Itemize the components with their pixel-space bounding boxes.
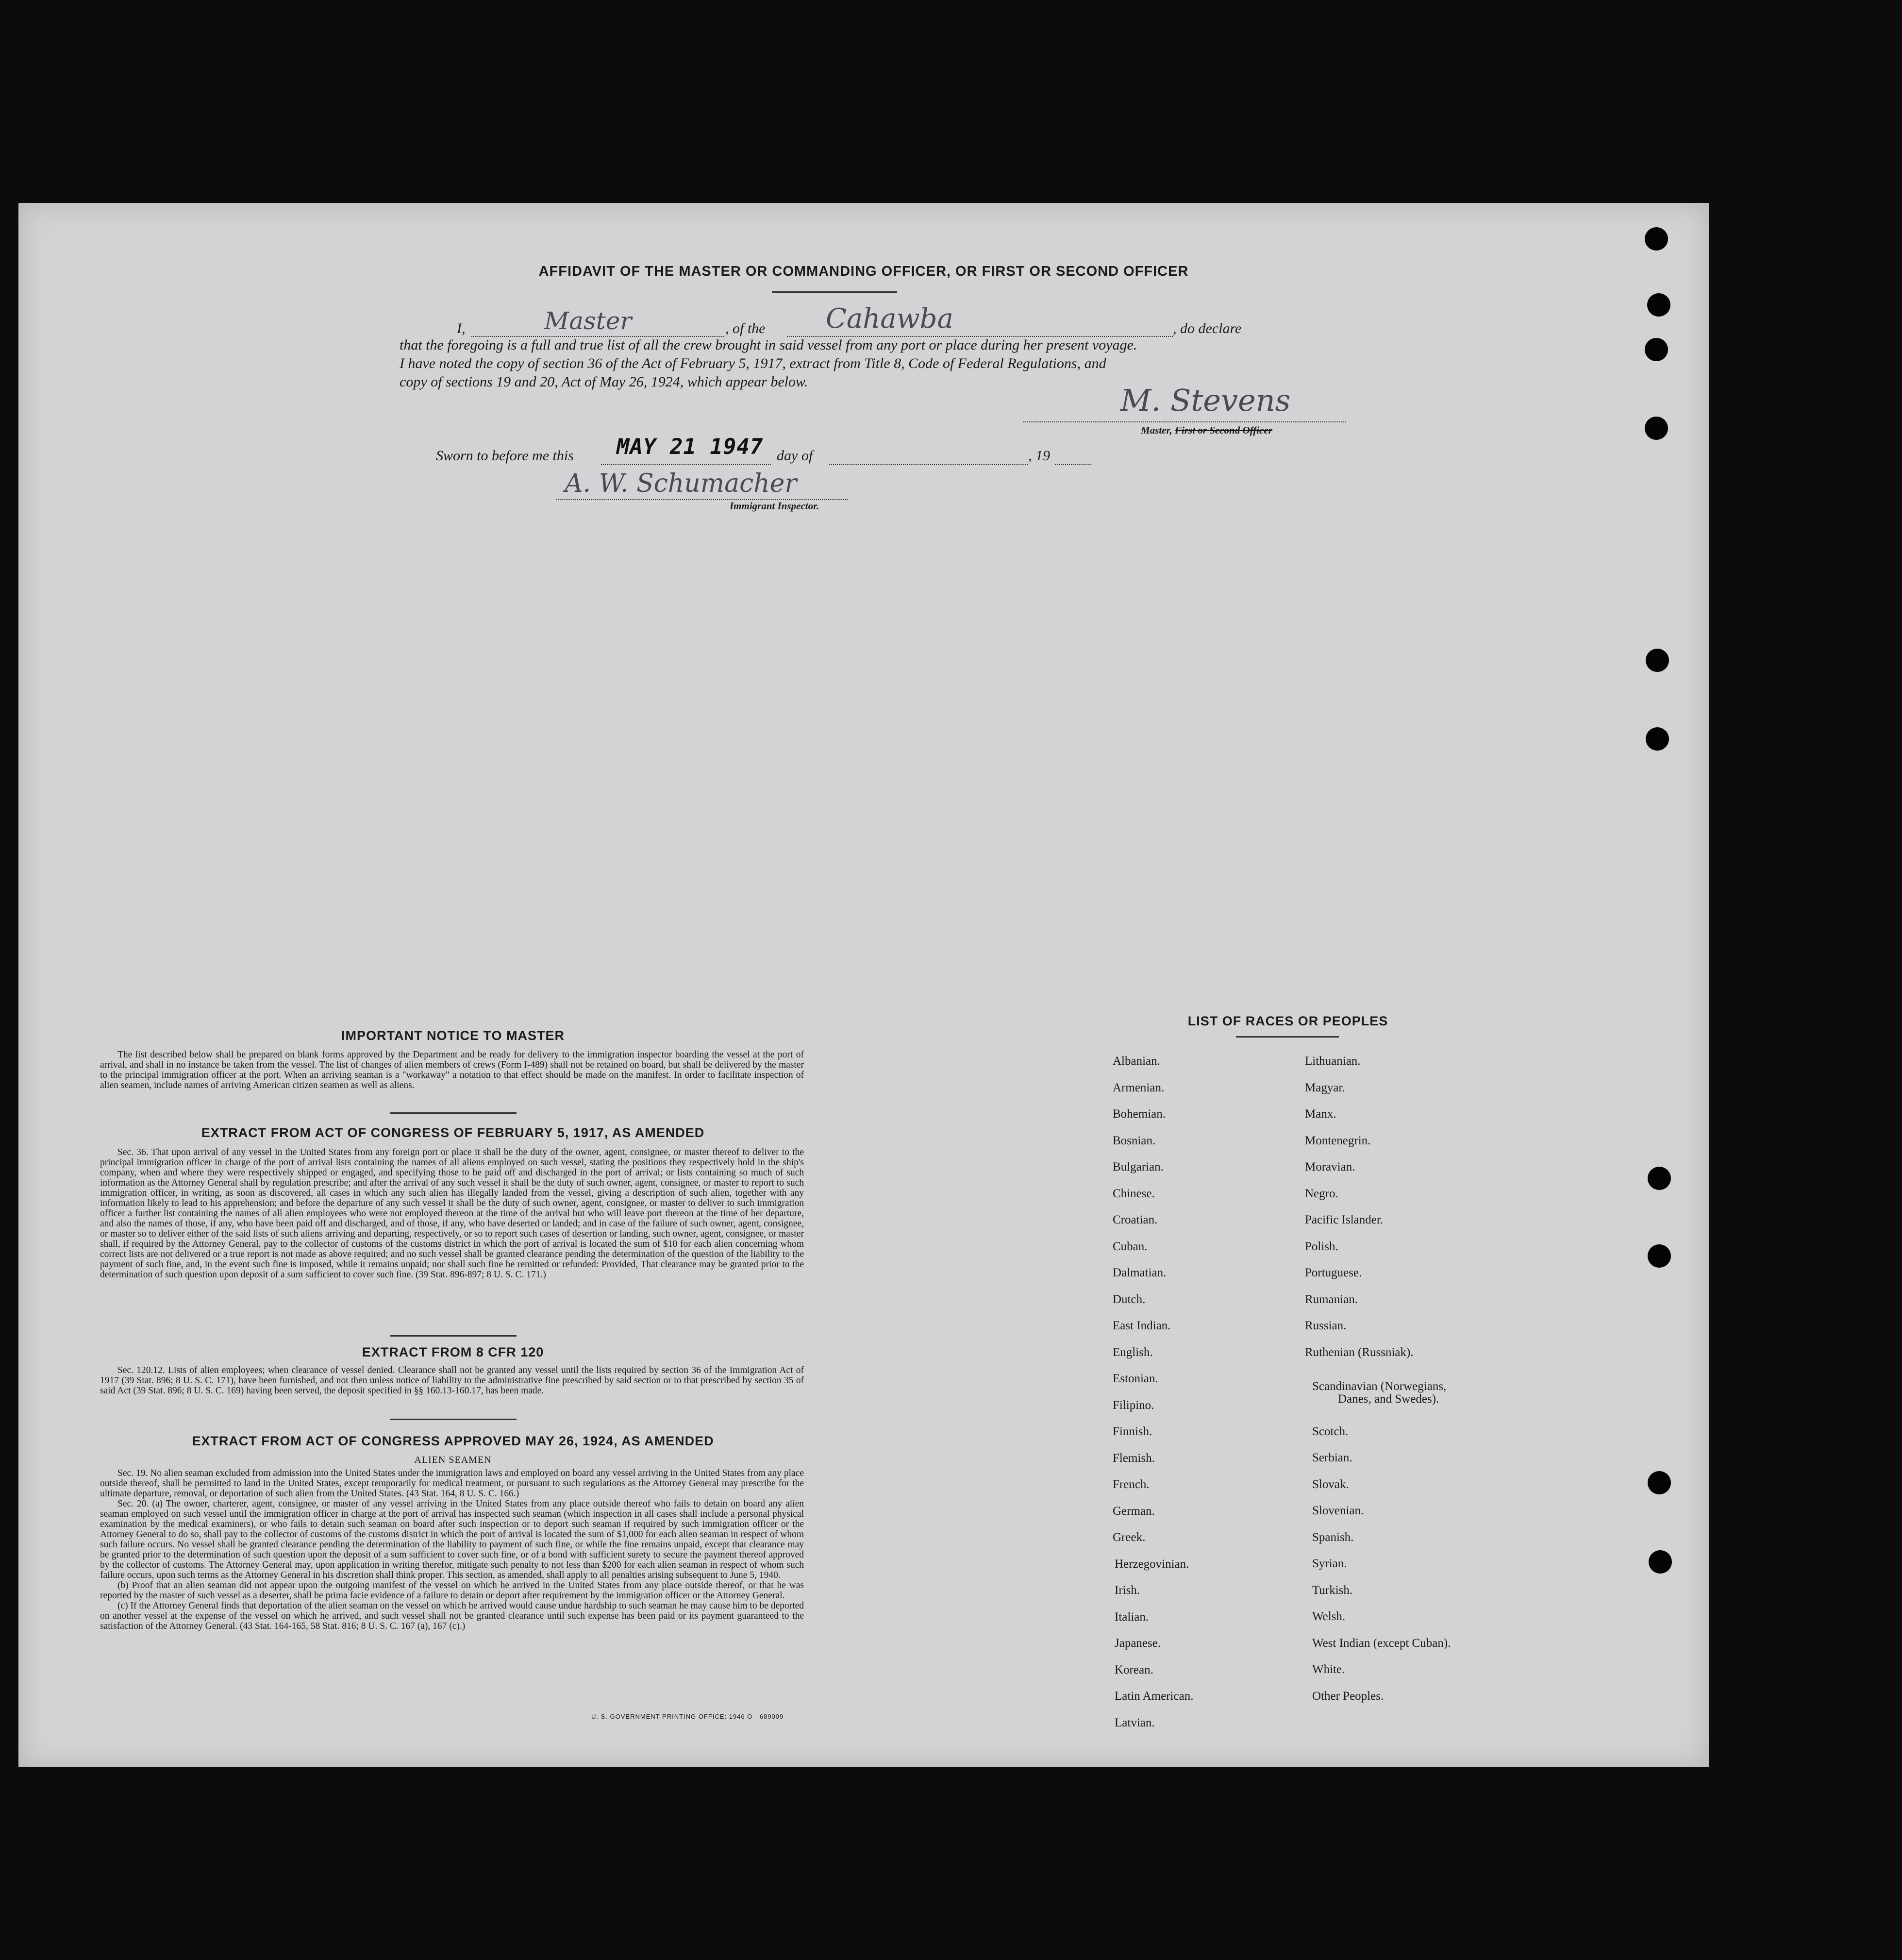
race-item: Irish. xyxy=(1115,1584,1140,1597)
master-caption xyxy=(1141,424,1272,436)
race-item: Bosnian. xyxy=(1113,1134,1156,1147)
section-divider xyxy=(390,1419,517,1420)
race-item: Bohemian. xyxy=(1113,1107,1166,1121)
notice-title: IMPORTANT NOTICE TO MASTER xyxy=(341,1028,565,1043)
document-page xyxy=(18,203,1709,1767)
race-item: Montenegrin. xyxy=(1305,1134,1371,1147)
race-item: Moravian. xyxy=(1305,1160,1355,1173)
race-item: French. xyxy=(1113,1478,1150,1491)
alien-seamen-subtitle: ALIEN SEAMEN xyxy=(414,1455,492,1465)
master-signature: M. Stevens xyxy=(1120,383,1291,418)
race-item: Japanese. xyxy=(1115,1637,1161,1650)
race-item: Herzegovinian. xyxy=(1115,1557,1189,1571)
notice-text xyxy=(100,1050,804,1090)
section-120-paragraph: Sec. 120.12. Lists of alien employees; when clearance of vessel denied. Clearance shall not be granted any vessel until the lists required by section 36 of the Immigration Act of 1917 (39 Stat. 896; 8 U. S. C. 171), have been furnished, and not then unless notice of liability to the administrative fine prescribed by said section or to that prescribed by section 35 of said Act (39 Stat. 896; 8 U. S. C. 169) having been served, the deposit specified in §§ 160.13-160.17, has been made. xyxy=(100,1365,804,1396)
race-item: English. xyxy=(1113,1345,1153,1359)
punch-hole xyxy=(1646,649,1669,672)
race-item: Other Peoples. xyxy=(1312,1689,1384,1703)
race-item: Albanian. xyxy=(1113,1055,1160,1068)
race-item: East Indian. xyxy=(1113,1319,1171,1332)
race-item: Lithuanian. xyxy=(1305,1055,1361,1068)
race-item: Turkish. xyxy=(1312,1583,1353,1597)
sworn-date-fill-line xyxy=(601,464,771,465)
race-item: Welsh. xyxy=(1312,1610,1346,1623)
sworn-prefix: Sworn to before me this xyxy=(436,448,574,464)
declaration-prefix: I, xyxy=(457,320,466,336)
section-20b-paragraph: (b) Proof that an alien seaman did not appear upon the outgoing manifest of the vessel on which he arrived in the United States from any place outside thereof, or that he was reported by the master of such vessel as a deserter, shall be prima facie evidence of a failure to detain or deport after requirement by the immigration officer or the Attorney General. xyxy=(100,1580,804,1601)
punch-hole xyxy=(1645,417,1668,440)
section-divider xyxy=(390,1335,517,1337)
punch-hole xyxy=(1648,1471,1671,1494)
section-divider xyxy=(390,1112,517,1114)
sworn-year: , 19 xyxy=(1028,448,1050,464)
title-divider xyxy=(772,291,897,293)
extract-1924-text xyxy=(100,1468,804,1631)
sworn-day: day of xyxy=(777,448,813,464)
race-item: Latin American. xyxy=(1115,1690,1194,1703)
race-item: Dutch. xyxy=(1113,1292,1146,1306)
sworn-month-fill-line xyxy=(829,464,1028,465)
declaration-line-3: I have noted the copy of section 36 of the Act of February 5, 1917, extract from Title 8, Code of Federal Regulations, and xyxy=(400,355,1106,371)
master-caption-main: Master, xyxy=(1141,424,1172,436)
sworn-line xyxy=(436,435,1145,469)
race-item: Dalmatian. xyxy=(1113,1266,1167,1279)
race-item: Finnish. xyxy=(1113,1425,1152,1438)
race-item: German. xyxy=(1113,1504,1155,1518)
races-title-divider xyxy=(1236,1036,1339,1038)
section-19-paragraph: Sec. 19. No alien seaman excluded from admission into the United States under the immigration laws and employed on board any vessel arriving in the United States from any place outside thereof, shall be permitted to land in the United States, except temporarily for medical treatment, or pursuant to such regulations as the Attorney General may prescribe for the ultimate departure, removal, or deportation of such alien from the United States. (43 Stat. 164, 8 U. S. C. 166.) xyxy=(100,1468,804,1499)
race-item: Cuban. xyxy=(1113,1240,1148,1253)
declaration-line-2: that the foregoing is a full and true list of all the crew brought in said vessel from any port or place during her present voyage. xyxy=(400,337,1137,353)
race-item: Slovak. xyxy=(1312,1477,1349,1491)
races-title: LIST OF RACES OR PEOPLES xyxy=(1187,1014,1388,1028)
handwritten-rank: Master xyxy=(544,307,632,335)
race-item: Rumanian. xyxy=(1305,1292,1358,1306)
race-item: Estonian. xyxy=(1113,1372,1158,1385)
section-20a-paragraph: Sec. 20. (a) The owner, charterer, agent, consignee, or master of any vessel arriving in the United States from any place outside thereof who fails to detain on board any alien seaman employed on such vessel until the immigration officer in charge at the port of arrival has inspected such seaman (which inspection in all cases shall include a personal physical examination by the medical examiners), or who fails to detain such seaman on board after such inspection or to deport such seaman if required by such immigration officer or the Attorney General to do so, shall pay to the collector of customs of the customs district in which the port of arrival is located the sum of $1,000 for each alien seaman in respect of whom such failure occurs. No vessel shall be granted clearance pending the determination of the liability to payment of such fine, or while the fine remains unpaid, except that clearance may be granted prior to the determination of such question upon the deposit of a sum sufficient to cover such fine, or of a bond with sufficient surety to secure the payment thereof approved by the collector of customs. The Attorney General may, upon application in writing therefor, mitigate such penalty to not less than $200 for each alien seaman in respect of whom such failure occurs, upon such terms as the Attorney General in his discretion shall think proper. This section, as amended, shall apply to all penalties arising subsequent to June 5, 1940. xyxy=(100,1499,804,1580)
race-item: Scotch. xyxy=(1312,1424,1349,1438)
punch-hole xyxy=(1645,338,1668,361)
inspector-caption: Immigrant Inspector. xyxy=(730,500,819,512)
extract-1924-title: EXTRACT FROM ACT OF CONGRESS APPROVED MAY 26, 1924, AS AMENDED xyxy=(192,1434,714,1448)
race-item: Negro. xyxy=(1305,1187,1338,1200)
extract-1917-title: EXTRACT FROM ACT OF CONGRESS OF FEBRUARY 5, 1917, AS AMENDED xyxy=(201,1125,705,1140)
sworn-year-fill-line xyxy=(1055,464,1091,465)
race-item: Serbian. xyxy=(1312,1451,1352,1464)
inspector-signature: A. W. Schumacher xyxy=(565,469,797,498)
race-item: Chinese. xyxy=(1113,1187,1155,1200)
notice-paragraph: The list described below shall be prepared on blank forms approved by the Department and be ready for delivery to the immigration inspector boarding the vessel at the port of arrival, and shall in no instance be taken from the vessel. The list of changes of alien members of crews (Form I-489) shall not be retained on board, but shall be delivered by the master to the principal immigration officer at the port. When an arriving seaman is a "workaway" a notation to that effect should be made on the manifest. In order to facilitate inspection of alien seamen, include names of arriving American citizen seamen as well as aliens. xyxy=(100,1050,804,1090)
race-item: Korean. xyxy=(1115,1663,1153,1676)
race-item: Magyar. xyxy=(1305,1081,1345,1094)
master-caption-struck: First or Second Officer xyxy=(1175,424,1272,436)
race-item: Bulgarian. xyxy=(1113,1160,1164,1173)
punch-hole xyxy=(1648,1167,1671,1190)
race-scandinavian-continued: Danes, and Swedes). xyxy=(1338,1392,1439,1406)
race-item: Russian. xyxy=(1305,1319,1347,1332)
extract-1917-text xyxy=(100,1147,804,1280)
punch-hole xyxy=(1649,1550,1672,1574)
race-item: Syrian. xyxy=(1312,1557,1347,1570)
date-stamp: MAY 21 1947 xyxy=(617,435,764,459)
printer-imprint: U. S. GOVERNMENT PRINTING OFFICE: 1946 O - 689009 xyxy=(591,1713,784,1720)
punch-hole xyxy=(1646,727,1669,751)
declaration-line-4: copy of sections 19 and 20, Act of May 26, 1924, which appear below. xyxy=(400,374,808,390)
affidavit-title: AFFIDAVIT OF THE MASTER OR COMMANDING OFFICER, OR FIRST OR SECOND OFFICER xyxy=(538,264,1189,279)
handwritten-vessel: Cahawba xyxy=(826,303,953,335)
extract-cfr-text xyxy=(100,1365,804,1396)
master-signature-line xyxy=(1023,421,1346,422)
race-item: Spanish. xyxy=(1312,1530,1354,1544)
race-item: Pacific Islander. xyxy=(1305,1213,1384,1226)
race-item: Greek. xyxy=(1113,1531,1146,1544)
race-item: White. xyxy=(1312,1663,1345,1676)
race-item: Latvian. xyxy=(1115,1716,1155,1729)
race-item: Filipino. xyxy=(1113,1398,1154,1412)
punch-hole xyxy=(1645,227,1668,251)
race-item: Croatian. xyxy=(1113,1213,1158,1226)
declaration-suffix: , do declare xyxy=(1173,320,1242,336)
race-item: Portuguese. xyxy=(1305,1266,1362,1279)
race-item: Ruthenian (Russniak). xyxy=(1305,1345,1414,1359)
extract-cfr-title: EXTRACT FROM 8 CFR 120 xyxy=(362,1345,544,1359)
race-item: Polish. xyxy=(1305,1240,1338,1253)
race-item: Armenian. xyxy=(1113,1081,1165,1094)
race-item: Italian. xyxy=(1115,1610,1149,1624)
section-20c-paragraph: (c) If the Attorney General finds that deportation of the alien seaman on the vessel on which he arrived would cause undue hardship to such seaman he may cause him to be deported on another vessel at the expense of the vessel on which he arrived, and such vessel shall not be granted clearance until such expense has been paid or its payment guaranteed to the satisfaction of the Attorney General. (43 Stat. 164-165, 58 Stat. 816; 8 U. S. C. 167 (a), 167 (c).) xyxy=(100,1601,804,1631)
race-item: Scandinavian (Norwegians, xyxy=(1312,1380,1447,1393)
race-item: Slovenian. xyxy=(1312,1504,1364,1517)
race-item: Manx. xyxy=(1305,1107,1336,1121)
race-item: West Indian (except Cuban). xyxy=(1312,1636,1451,1650)
punch-hole xyxy=(1648,1244,1671,1268)
race-item: Flemish. xyxy=(1113,1451,1155,1465)
punch-hole xyxy=(1647,293,1670,317)
declaration-mid: , of the xyxy=(725,320,766,336)
section-36-paragraph: Sec. 36. That upon arrival of any vessel in the United States from any foreign port or place it shall be the duty of the owner, agent, consignee, or master thereof to deliver to the principal immigration officer in charge of the port of arrival lists containing the names of all aliens employed on such vessel, stating the positions they respectively hold in the ship's company, when and where they were respectively shipped or engaged, and specifying those to be paid off and discharged in the port of arrival; or lists containing so much of such information as the Attorney General shall by regulation prescribe; and after the arrival of any such vessel it shall be the duty of such owner, agent, consignee, or master to report to such immigration officer, in writing, as soon as discovered, all cases in which any such alien has illegally landed from the vessel, giving a description of such alien, together with any information likely to lead to his apprehension; and before the departure of any such vessel it shall be the duty of such owner, agent, consignee, or master to deliver to such immigration officer a further list containing the names of all alien employees who were not employed thereon at the time of the arrival but who will leave port thereon at the time of her departure, and also the names of those, if any, who have been paid off and discharged, and of those, if any, who have deserted or landed; and in case of the failure of such owner, agent, consignee, or master so to deliver either of the said lists of such aliens arriving and departing, respectively, or so to report such cases of desertion or landing, such owner, agent, consignee, or master shall, if required by the Attorney General, pay to the collector of customs of the customs district in which the port of arrival is located the sum of $10 for each alien concerning whom correct lists are not delivered or a true report is not made as above required; and no such vessel shall be granted clearance pending the determination of the question of the liability to the payment of such fine, and, in the event such fine is imposed, while it remains unpaid; nor shall such fine be remitted or refunded: Provided, That clearance may be granted prior to the determination of such question upon deposit of a sum sufficient to cover such fine. (39 Stat. 896-897; 8 U. S. C. 171.) xyxy=(100,1147,804,1280)
